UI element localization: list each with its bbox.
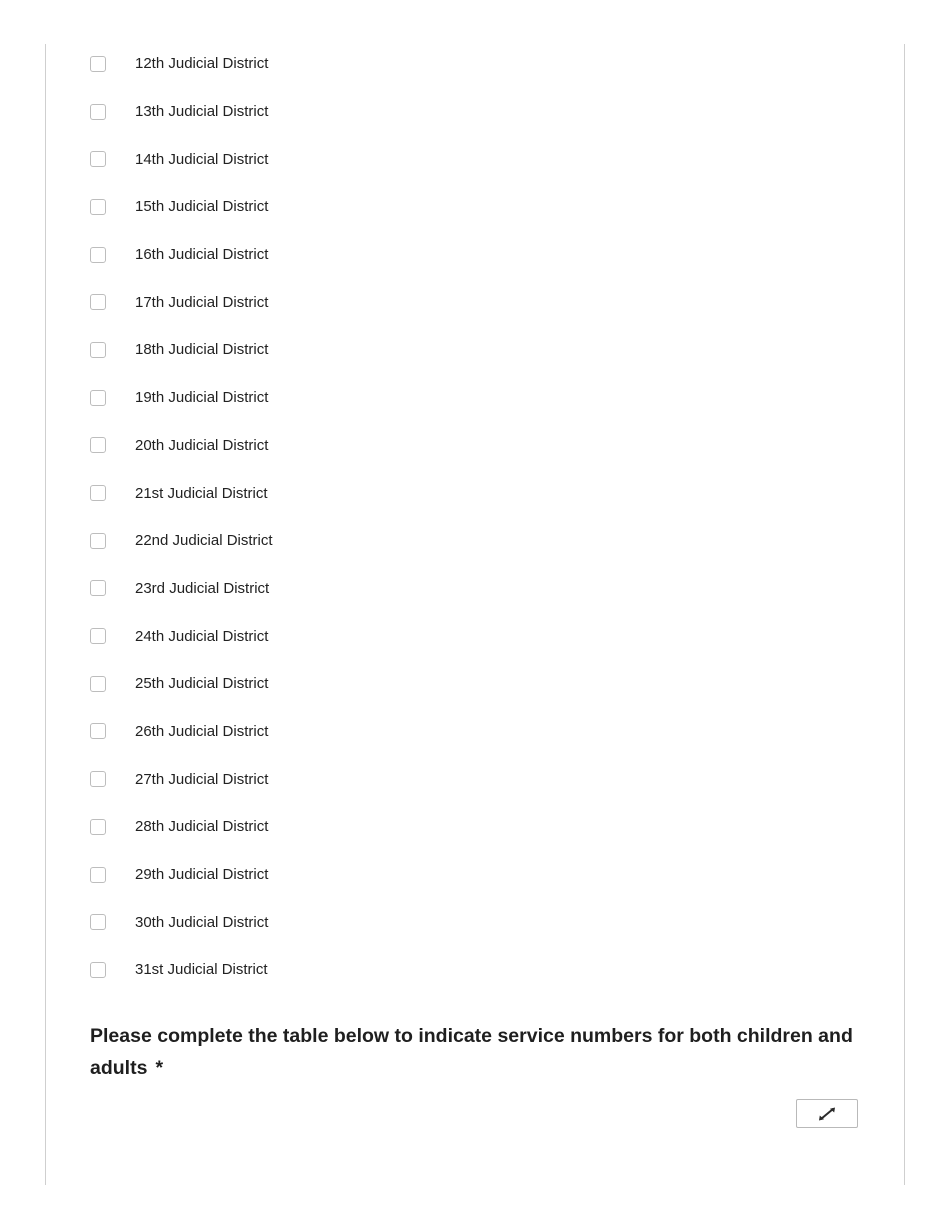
district-label: 29th Judicial District (135, 866, 269, 884)
district-label: 24th Judicial District (135, 627, 269, 645)
district-option[interactable] (90, 755, 850, 803)
district-label: 12th Judicial District (135, 55, 269, 73)
district-label: 30th Judicial District (135, 913, 269, 931)
district-label: 27th Judicial District (135, 770, 269, 788)
district-option[interactable] (90, 183, 850, 231)
district-label: 28th Judicial District (135, 818, 269, 836)
district-option[interactable] (90, 135, 850, 183)
district-option[interactable] (90, 326, 850, 374)
district-checkbox[interactable] (90, 580, 106, 596)
district-option[interactable] (90, 946, 850, 994)
district-option[interactable] (90, 88, 850, 136)
expand-arrows-icon (818, 1107, 836, 1121)
question-title (90, 1020, 860, 1084)
district-option[interactable] (90, 708, 850, 756)
district-label: 13th Judicial District (135, 103, 269, 121)
district-option[interactable] (90, 40, 850, 88)
district-option[interactable] (90, 898, 850, 946)
district-option[interactable] (90, 517, 850, 565)
district-label: 23rd Judicial District (135, 579, 270, 597)
district-checkbox[interactable] (90, 199, 106, 215)
district-label: 15th Judicial District (135, 198, 269, 216)
district-label: 16th Judicial District (135, 246, 269, 264)
district-option[interactable] (90, 231, 850, 279)
district-label: 19th Judicial District (135, 389, 269, 407)
district-checkbox[interactable] (90, 723, 106, 739)
district-label: 22nd Judicial District (135, 532, 273, 550)
district-label: 17th Judicial District (135, 293, 269, 311)
district-checkbox[interactable] (90, 342, 106, 358)
district-checkbox[interactable] (90, 867, 106, 883)
expand-table-button[interactable] (796, 1099, 858, 1128)
district-checkbox[interactable] (90, 485, 106, 501)
district-label: 20th Judicial District (135, 436, 269, 454)
question-text: Please complete the table below to indicate service numbers for both children and adults (90, 1025, 853, 1079)
district-checkbox[interactable] (90, 390, 106, 406)
district-option[interactable] (90, 469, 850, 517)
district-label: 21st Judicial District (135, 484, 268, 502)
district-checkbox[interactable] (90, 962, 106, 978)
survey-panel (45, 44, 905, 1185)
district-label: 14th Judicial District (135, 150, 269, 168)
district-checkbox-list (90, 44, 850, 994)
district-label: 25th Judicial District (135, 675, 269, 693)
district-checkbox[interactable] (90, 819, 106, 835)
district-checkbox[interactable] (90, 294, 106, 310)
district-option[interactable] (90, 612, 850, 660)
district-label: 26th Judicial District (135, 722, 269, 740)
district-checkbox[interactable] (90, 533, 106, 549)
district-option[interactable] (90, 278, 850, 326)
district-checkbox[interactable] (90, 676, 106, 692)
district-option[interactable] (90, 374, 850, 422)
district-option[interactable] (90, 851, 850, 899)
required-marker: * (155, 1057, 164, 1079)
district-checkbox[interactable] (90, 104, 106, 120)
district-checkbox[interactable] (90, 771, 106, 787)
district-checkbox[interactable] (90, 628, 106, 644)
district-checkbox[interactable] (90, 437, 106, 453)
district-checkbox[interactable] (90, 247, 106, 263)
district-option[interactable] (90, 803, 850, 851)
district-checkbox[interactable] (90, 56, 106, 72)
district-option[interactable] (90, 660, 850, 708)
district-checkbox[interactable] (90, 914, 106, 930)
district-option[interactable] (90, 422, 850, 470)
district-checkbox[interactable] (90, 151, 106, 167)
district-label: 18th Judicial District (135, 341, 269, 359)
district-option[interactable] (90, 565, 850, 613)
district-label: 31st Judicial District (135, 961, 268, 979)
